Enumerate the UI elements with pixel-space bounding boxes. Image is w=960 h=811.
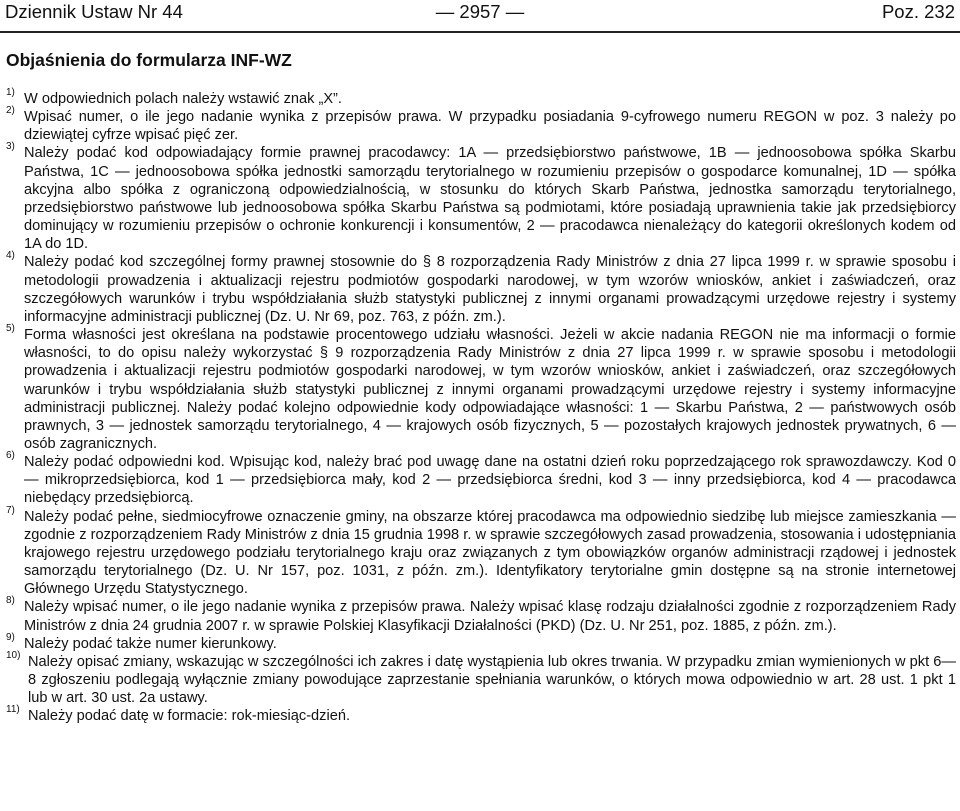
footnote-9: [6, 631, 956, 653]
footnote-text: Należy podać kod szczególnej formy prawnej stosownie do § 8 rozporządzenia Rady Ministrów z dnia 27 lipca 1999 r. w sprawie sposobu i metodologii prowadzenia i aktualizacji rejestru podmiotów gospodarki narodowej, w tym wzorów wniosków, ankiet i zaświadczeń, oraz szczegółowych warunków i trybu współdziałania służb statystyki publicznej z innymi organami prowadzącymi urzędowe rejestry i systemy informacyjne administracji publicznej (Dz. U. Nr 69, poz. 763, z późn. zm.).: [24, 254, 956, 325]
footnote-text: Należy podać datę w formacie: rok-miesiąc-dzień.: [28, 708, 351, 725]
footnote-number: 11): [6, 704, 20, 716]
footnote-10: [6, 649, 956, 707]
footnote-text: Należy podać pełne, siedmiocyfrowe oznaczenie gminy, na obszarze której pracodawca ma odpowiednio siedzibę lub miejsce zamieszkania — zgodnie z rozporządzeniem Rady Ministrów z dnia 15 grudnia 1998 r. w sprawie szczegółowych zasad prowadzenia, stosowania i udostępniania krajowego rejestru urzędowego podziału terytorialnego kraju oraz związanych z tym obowiązków organów administracji rządowej i jednostek samorządu terytorialnego (Dz. U. Nr 157, poz. 1031, z późn. zm.). Identyfikatory terytorialne gmin dostępne są na stronie internetowej Głównego Urzędu Statystycznego.: [24, 508, 956, 598]
journal-name: Dziennik Ustaw Nr 44: [5, 1, 183, 22]
footnote-4: [6, 250, 956, 326]
notes-list: [6, 87, 956, 725]
footnote-1: [6, 87, 956, 108]
page-number: — 2957 —: [435, 1, 525, 22]
footnote-number: 3): [6, 141, 15, 153]
footnote-number: 8): [6, 595, 15, 607]
footnote-8: [6, 595, 956, 634]
footnote-text: Należy podać także numer kierunkowy.: [24, 635, 277, 652]
footnote-text: Wpisać numer, o ile jego nadanie wynika z przepisów prawa. W przypadku posiadania 9-cyfrowego numeru REGON w poz. 3 należy po dziewiątej cyfrze wpisać pięć zer.: [24, 109, 956, 144]
footnote-number: 10): [6, 649, 21, 661]
footnote-11: [6, 704, 956, 725]
footnote-number: 6): [6, 450, 15, 462]
footnote-number: 2): [6, 105, 15, 117]
header-divider: [0, 31, 960, 33]
footnote-6: [6, 450, 956, 507]
footnote-text: Forma własności jest określana na podstawie procentowego udziału własności. Jeżeli w akcie nadania REGON nie ma informacji o formie własności, to do opisu należy wykorzystać § 9 rozporządzenia Rady Ministrów z dnia 27 lipca 1999 r. w sprawie sposobu i metodologii prowadzenia i aktualizacji rejestru podmiotów gospodarki narodowej, w tym wzorów wniosków, ankiet i zaświadczeń, oraz szczegółowych warunków i trybu współdziałania służb statystyki publicznej z innymi organami prowadzącymi urzędowe rejestry i systemy informacyjne administracji publicznej. Należy podać kolejno odpowiednie kody odpowiadające własności: 1 — Skarbu Państwa, 2 — państwowych osób prawnych, 3 — jednostek samorządu terytorialnego, 4 — krajowych osób fizycznych, 5 — pozostałych krajowych jednostek prywatnych, 6 — osób zagranicznych.: [24, 327, 956, 452]
footnote-number: 1): [6, 87, 15, 98]
footnote-text: Należy podać odpowiedni kod. Wpisując kod, należy brać pod uwagę dane na ostatni dzień roku poprzedzającego rok sprawozdawczy. Kod 0 — mikroprzedsiębiorca, kod 1 — przedsiębiorca mały, kod 2 — przedsiębiorca średni, kod 3 — inny przedsiębiorca, kod 4 — pracodawca niebędący przedsiębiorcą.: [24, 454, 956, 507]
page-header: [0, 0, 960, 32]
footnote-2: [6, 105, 956, 144]
footnote-text: Należy podać kod odpowiadający formie prawnej pracodawcy: 1A — przedsiębiorstwo państwowe, 1B — jednoosobowa spółka Skarbu Państwa, 1C — jednoosobowa spółka jednostki samorządu terytorialnego w rozumieniu przepisów o gospodarce komunalnej, 1D — spółka akcyjna albo spółka z ograniczoną odpowiedzialnością, w stosunku do których Skarb Państwa, jednostka samorządu terytorialnego, przedsiębiorstwo państwowe lub jednoosobowa spółka Skarbu Państwa są podmiotami, które posiadają uprawnienia takie jak przedsiębiorcy dominujący w rozumieniu przepisów o ochronie konkurencji i konsumentów, 2 — pracodawca nienależący do kategorii określonych kodem od 1A do 1D.: [24, 145, 956, 253]
footnote-text: Należy opisać zmiany, wskazując w szczególności ich zakres i datę wystąpienia lub okres trwania. W przypadku zmian wymienionych w pkt 6—8 zgłoszeniu podlegają wyłącznie zmiany powodujące zaprzestanie spełniania warunków, o których mowa odpowiednio w art. 28 ust. 1 pkt 1 lub w art. 30 ust. 2a ustawy.: [28, 653, 956, 707]
footnote-number: 9): [6, 631, 15, 643]
position-number: Poz. 232: [881, 1, 955, 22]
footnote-7: [6, 504, 956, 599]
footnote-3: [6, 141, 956, 253]
footnote-number: 5): [6, 323, 15, 335]
page-title: Objaśnienia do formularza INF-WZ: [6, 50, 292, 70]
footnote-text: Należy wpisać numer, o ile jego nadanie wynika z przepisów prawa. Należy wpisać klasę rodzaju działalności zgodnie z rozporządzeniem Rady Ministrów z dnia 24 grudnia 2007 r. w sprawie Polskiej Klasyfikacji Działalności (PKD) (Dz. U. Nr 251, poz. 1885, z późn. zm.).: [24, 599, 956, 634]
footnote-number: 4): [6, 250, 15, 262]
footnote-5: [6, 323, 956, 453]
footnote-number: 7): [6, 504, 15, 516]
footnote-text: W odpowiednich polach należy wstawić znak „X”.: [24, 91, 342, 107]
